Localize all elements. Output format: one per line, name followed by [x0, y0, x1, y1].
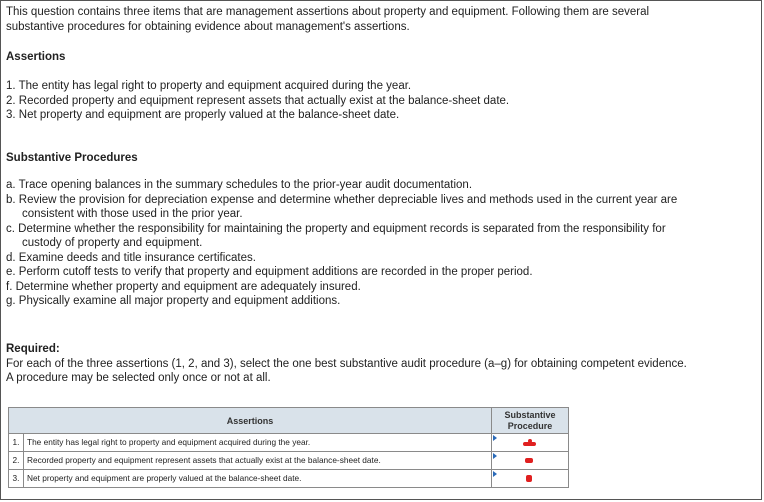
header-assertions: Assertions	[9, 408, 492, 434]
dropdown-indicator-icon	[493, 471, 497, 477]
table-row	[9, 452, 569, 470]
row-assertion-label	[9, 434, 492, 452]
procedures-heading: Substantive Procedures	[6, 152, 138, 164]
header-procedure-line1: Substantive	[504, 409, 556, 420]
table-row	[9, 434, 569, 452]
dropdown-indicator-icon	[493, 435, 497, 441]
procedure-item: a. Trace opening balances in the summary schedules to the prior-year audit documentation.	[6, 179, 473, 191]
required-section	[6, 342, 687, 386]
header-procedure-line2: Procedure	[507, 420, 553, 431]
table-header-row	[9, 408, 569, 434]
red-annotation-mark	[528, 439, 532, 443]
intro-text	[6, 5, 649, 34]
procedure-item: b. Review the provision for depreciation expense and determine whether depreciable lives and methods used in the current year are	[6, 193, 678, 206]
intro-line-2: substantive procedures for obtaining evidence about management's assertions.	[6, 20, 410, 33]
assertions-list	[6, 79, 509, 123]
procedure-item: c. Determine whether the responsibility for maintaining the property and equipment records is separated from the responsibility for	[6, 222, 666, 235]
row-assertion-label	[9, 452, 492, 470]
dropdown-indicator-icon	[493, 453, 497, 459]
assertion-item: 2. Recorded property and equipment represent assets that actually exist at the balance-sheet date.	[6, 94, 510, 107]
assertion-item: 3. Net property and equipment are properly valued at the balance-sheet date.	[6, 109, 400, 121]
required-heading: Required:	[6, 343, 60, 355]
row-number: 2.	[9, 452, 24, 469]
procedure-item: e. Perform cutoff tests to verify that property and equipment additions are recorded in the proper period.	[6, 266, 533, 278]
procedure-item: g. Physically examine all major property and equipment additions.	[6, 295, 341, 307]
row-number: 3.	[9, 470, 24, 487]
required-line-1: For each of the three assertions (1, 2, and 3), select the one best substantive audit procedure (a–g) for obtaining competent evidence.	[6, 357, 687, 370]
answer-table	[8, 407, 569, 488]
assertion-item: 1. The entity has legal right to property and equipment acquired during the year.	[6, 80, 412, 92]
row-text: The entity has legal right to property and equipment acquired during the year.	[27, 437, 311, 447]
required-line-2: A procedure may be selected only once or not at all.	[6, 372, 271, 384]
row-number: 1.	[9, 434, 24, 451]
red-annotation-mark	[526, 475, 532, 482]
red-annotation-mark	[525, 458, 533, 463]
procedure-item: f. Determine whether property and equipment are adequately insured.	[6, 280, 361, 293]
procedures-list	[6, 178, 677, 309]
procedure-select-1[interactable]	[492, 434, 569, 452]
row-assertion-label	[9, 470, 492, 488]
table-row	[9, 470, 569, 488]
row-text: Recorded property and equipment represent assets that actually exist at the balance-sheet date.	[27, 455, 381, 465]
procedure-item: d. Examine deeds and title insurance certificates.	[6, 251, 256, 264]
procedure-item-cont: consistent with those used in the prior year.	[22, 208, 243, 220]
procedure-item-cont: custody of property and equipment.	[22, 237, 203, 249]
assertions-heading: Assertions	[6, 51, 66, 63]
procedure-select-3[interactable]	[492, 470, 569, 488]
header-procedure	[492, 408, 569, 434]
row-text: Net property and equipment are properly valued at the balance-sheet date.	[27, 473, 302, 483]
intro-line-1: This question contains three items that are management assertions about property and equipment. Following them are several	[6, 6, 650, 18]
procedure-select-2[interactable]	[492, 452, 569, 470]
